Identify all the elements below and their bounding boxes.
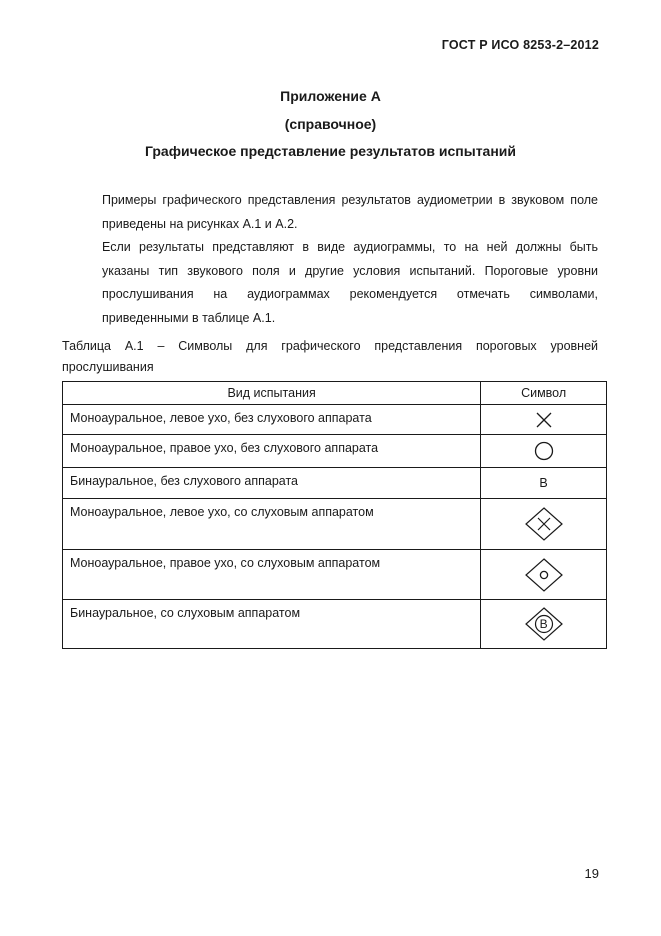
symbols-table <box>62 381 607 649</box>
diamond-b-letter: B <box>539 617 548 631</box>
row-test-type: Бинауральное, со слуховым аппаратом <box>63 600 481 649</box>
table-row <box>63 405 607 435</box>
table-row <box>63 600 607 649</box>
circle-icon <box>533 440 555 462</box>
table-row <box>63 499 607 550</box>
row-test-type: Моноауральное, правое ухо, со слуховым аппаратом <box>63 550 481 600</box>
row-test-type: Моноауральное, левое ухо, со слуховым аппаратом <box>63 499 481 550</box>
header-symbol: Символ <box>481 382 607 405</box>
header-test-type: Вид испытания <box>63 382 481 405</box>
diamond-b-icon <box>524 606 564 642</box>
row-test-type: Моноауральное, правое ухо, без слухового аппарата <box>63 435 481 468</box>
letter-b-icon: B <box>539 476 548 490</box>
diamond-circle-icon <box>524 557 564 593</box>
table-row <box>63 550 607 600</box>
appendix-title: Приложение А <box>280 88 381 104</box>
document-header: ГОСТ Р ИСО 8253-2–2012 <box>441 38 599 52</box>
paragraph-1 <box>62 189 598 236</box>
paragraph-2 <box>62 236 598 330</box>
table-row <box>63 435 607 468</box>
page-number: 19 <box>584 866 599 881</box>
row-test-type: Бинауральное, без слухового аппарата <box>63 468 481 499</box>
table-header-row <box>63 382 607 405</box>
paragraph-2-text: Если результаты представляют в виде аудиограммы, то на ней должны быть указаны тип звукового поля и другие условия испытаний. Пороговые уровни прослушивания на аудиограммах рекомендуется отмечать символами, приведенными в таблице А.1. <box>102 240 598 325</box>
paragraph-1-text: Примеры графического представления результатов аудиометрии в звуковом поле приведены на рисунках А.1 и А.2. <box>102 193 598 231</box>
appendix-subtitle: (справочное) <box>284 116 377 132</box>
table-row <box>63 468 607 499</box>
table-caption: Таблица А.1 – Символы для графического представления пороговых уровней прослушивания <box>62 339 598 374</box>
appendix-heading: Графическое представление результатов испытаний <box>144 143 517 159</box>
diamond-cross-icon <box>524 506 564 542</box>
cross-icon <box>535 411 553 429</box>
row-test-type: Моноауральное, левое ухо, без слухового аппарата <box>63 405 481 435</box>
